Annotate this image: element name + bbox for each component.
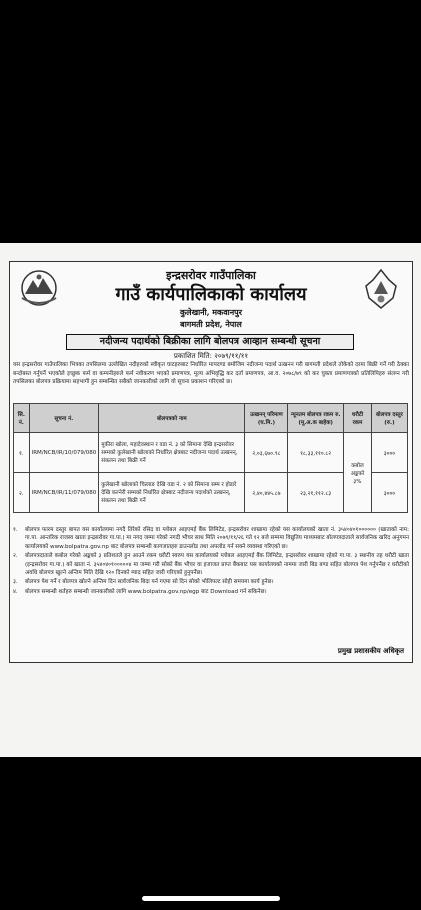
municipality-name: इन्द्रसरोवर गाउँपालिका [166,269,256,282]
published-date: प्रकाशित मिति: २०७९/११/११ [173,352,249,360]
serial-number: २. [14,473,30,513]
list-item [13,552,409,577]
office-location: कुलेखानी, मकवानपुर [180,307,242,317]
notice-title: नदीजन्य पदार्थको बिक्रीका लागि बोलपत्र आव्हान सम्बन्धी सूचना [66,334,354,350]
tender-notice [9,261,413,663]
column-header: सूचना नं. [29,404,99,433]
table-header-row [14,404,408,433]
note-text: बोलपत्र पेश गर्ने र बोलपत्र खोल्ने अन्तिम दिन सार्वजनिक बिदा पर्न गएमा सो दिन सोको भोलिपल्ट सोही समयमा कार्य हुनेछ। [25,579,274,586]
bid-name: मुकीरा खोला, महादेवस्थान र वडा नं. ३ को सिमाना देखि इन्द्रसरोवर सम्मको कुलेखानी खोलाको निर्धारित क्षेत्रबाट नदीजन्य पदार्थ उत्खनन्, संकलन तथा बिक्री गर्ने [99,433,245,473]
column-header: बोलपत्र दस्तुर (रु.) [371,404,407,433]
home-indicator[interactable] [142,896,280,901]
list-item [13,526,409,551]
deposit-amount: कबोल अङ्कको ३% [344,433,372,513]
tender-table [13,403,408,513]
bid-name: कुलेखानी खोलाको चित्लाङ देखि वडा नं. २ को सिमाना सम्म र होडारे देखि कल्नेरी सम्मको निर्धारित क्षेत्रबाट नदीजन्य पदार्थको उत्खनन्, संकलन तथा बिक्री गर्ने [99,473,245,513]
note-number: १. [13,527,18,533]
note-text: बोलपत्रदाताले कबोल गरेको अङ्कको ३ प्रतिशतले हुन आउने रकम धरौटी स्वरुप यस कार्यालयको ग्लोबल आइएमई बैंक लिमिटेड, इन्द्रसरोवर शाखामा रहेको गा.पा. ३ स्थानीय तह धरौटी खाता (इन्द्रसरोवर गा.पा.) को खाता नं. ३५४०४०१०००००४ मा जम्मा गरी सोको बैंक भौचर वा इजाजत प्राप्त बैंकबाट यस कार्यालयको नाममा जारी बिड बण्ड सहित बोलपत्र पेश गर्नुपर्नेछ र धरौटीको अवधि बोलपत्र खुल्ने अन्तिम मिति देखि १२० दिनको म्याद सहित जारी गरिएको हुनुपर्नेछ। [25,553,409,577]
signature-line: प्रमुख प्रशासकीय अधिकृत [337,647,404,655]
minimum-bid-amount: १८,३३,११०.८२ [288,433,344,473]
note-number: २. [13,553,18,560]
list-item [13,578,409,586]
excavation-quantity: २,४०,४४५.८७ [245,473,288,513]
bid-fee: ३००० [371,433,407,473]
minimum-bid-amount: २३,२१,११२.८३ [288,473,344,513]
table-row [14,433,408,473]
column-header: बोलपत्रको नाम [99,404,245,433]
office-name: गाउँ कार्यपालिकाको कार्यालय [115,284,307,305]
notice-number: IRM/NCB/IR/11/079/080 [29,473,99,513]
note-text: बोलपत्र फारम दस्तुर बापत यस कार्यालयमा नगदै तिरेको रसिद वा ग्लोबल आइएमई बैंक लिमिटेड, इन्द्रसरोवर शाखामा रहेको यस कार्यालयको खाता नं. ३५४०४०१०००००० (खाताको नाम: गा.पा. आन्तरिक राजस्व खाता इन्द्रसरोवर गा.पा.) मा नगद जम्मा गरेको नगदी भौचर साथ मिति २०७९/११/२६ गते १२ बजे सम्ममा विद्युतिय माध्यमबाट बोलपत्रदाताले सार्वजनिक खरिद अनुगमन कार्यालयको www.bolpatra.gov.np बाट बोलपत्र सम्बन्धी कागजातहरु डाउनलोड तथा अपलोड गर्न सक्ने व्यवस्था गरिएको छ। [25,527,409,550]
province-name: बागमती प्रदेश, नेपाल [180,319,242,329]
excavation-quantity: २,०३,६७०.९८ [245,433,288,473]
note-text: बोलपत्र सम्बन्धी शर्तहरु सम्बन्धी जानकारीको लागि www.bolpatra.gov.np/egp बाट Download गर्न सकिनेछ। [25,588,267,595]
list-item [13,588,409,596]
note-number: ४. [13,588,18,595]
serial-number: १. [14,433,30,473]
status-bar [0,0,421,44]
column-header: सि. नं. [14,404,30,433]
bid-fee: ३००० [371,473,407,513]
document-image [0,243,421,757]
intro-paragraph: यस इन्द्रसरोवर गाउँपालिका भित्रका तपसिलमा उल्लेखित नदीहरुको स्वीकृत घाटहरुबाट निर्धारित मापदण्ड बमोजिम नदीजन्य पदार्थ उत्खनन गरी बागमती प्रदेशले तोकेको दरमा बिक्री गर्ने गरी ठेक्का बन्दोबस्त गर्नुपर्ने भएकोले इच्छुक फर्म वा कम्पनीहरुले फर्म नवीकरण भएको प्रमाणपत्र, मूल्य अभिवृद्धि कर दर्ता प्रमाणपत्र, आ.व. २०७८/७९ को कर चुक्ता प्रमाणपत्रको प्रतिलिपिहरु संलग्न गरी तपसिलका बोलपत्र प्रक्रियामा सहभागी हुन सम्बन्धित सबैको जानकारीको लागि यो सूचना प्रकाशन गरिएको छ। [13,362,409,386]
column-header: धरौटी रकम [344,404,372,433]
column-header: न्यूनतम बोलपत्र रकम रु. (मू.अ.क बाहेक) [288,404,344,433]
note-number: ३. [13,579,18,586]
column-header: उत्खनन् परिमाण (घ.मि.) [245,404,288,433]
notes-list [13,526,409,597]
notice-number: IRM/NCB/IR/10/079/080 [29,433,99,473]
